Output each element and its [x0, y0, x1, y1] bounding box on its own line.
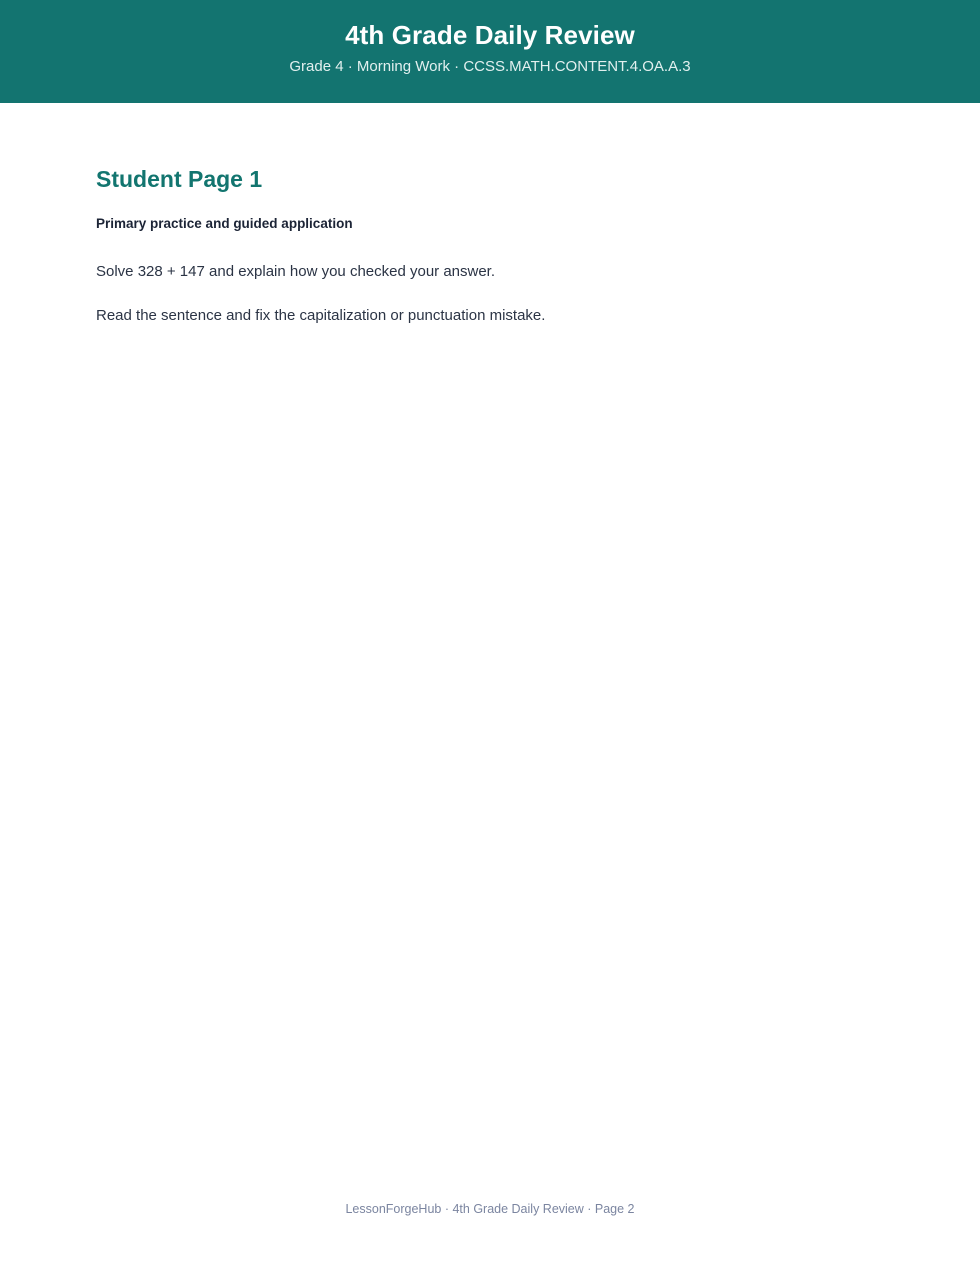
- activity-list: [96, 233, 884, 326]
- section-title: Student Page 1: [96, 166, 263, 192]
- page-subtitle: Grade 4 · Morning Work · CCSS.MATH.CONTENT.4.OA.A.3: [289, 58, 691, 75]
- document-body: [0, 103, 980, 1201]
- page-title: 4th Grade Daily Review: [345, 20, 635, 50]
- document-footer: [0, 1201, 980, 1268]
- document-header: [0, 0, 980, 103]
- section-subtitle: Primary practice and guided application: [96, 216, 353, 231]
- student-page-section: [96, 103, 884, 326]
- list-item: Solve 328 + 147 and explain how you checked your answer.: [96, 263, 496, 280]
- footer-text: LessonForgeHub · 4th Grade Daily Review · Page 2: [345, 1202, 635, 1216]
- list-item: Read the sentence and fix the capitalization or punctuation mistake.: [96, 307, 546, 324]
